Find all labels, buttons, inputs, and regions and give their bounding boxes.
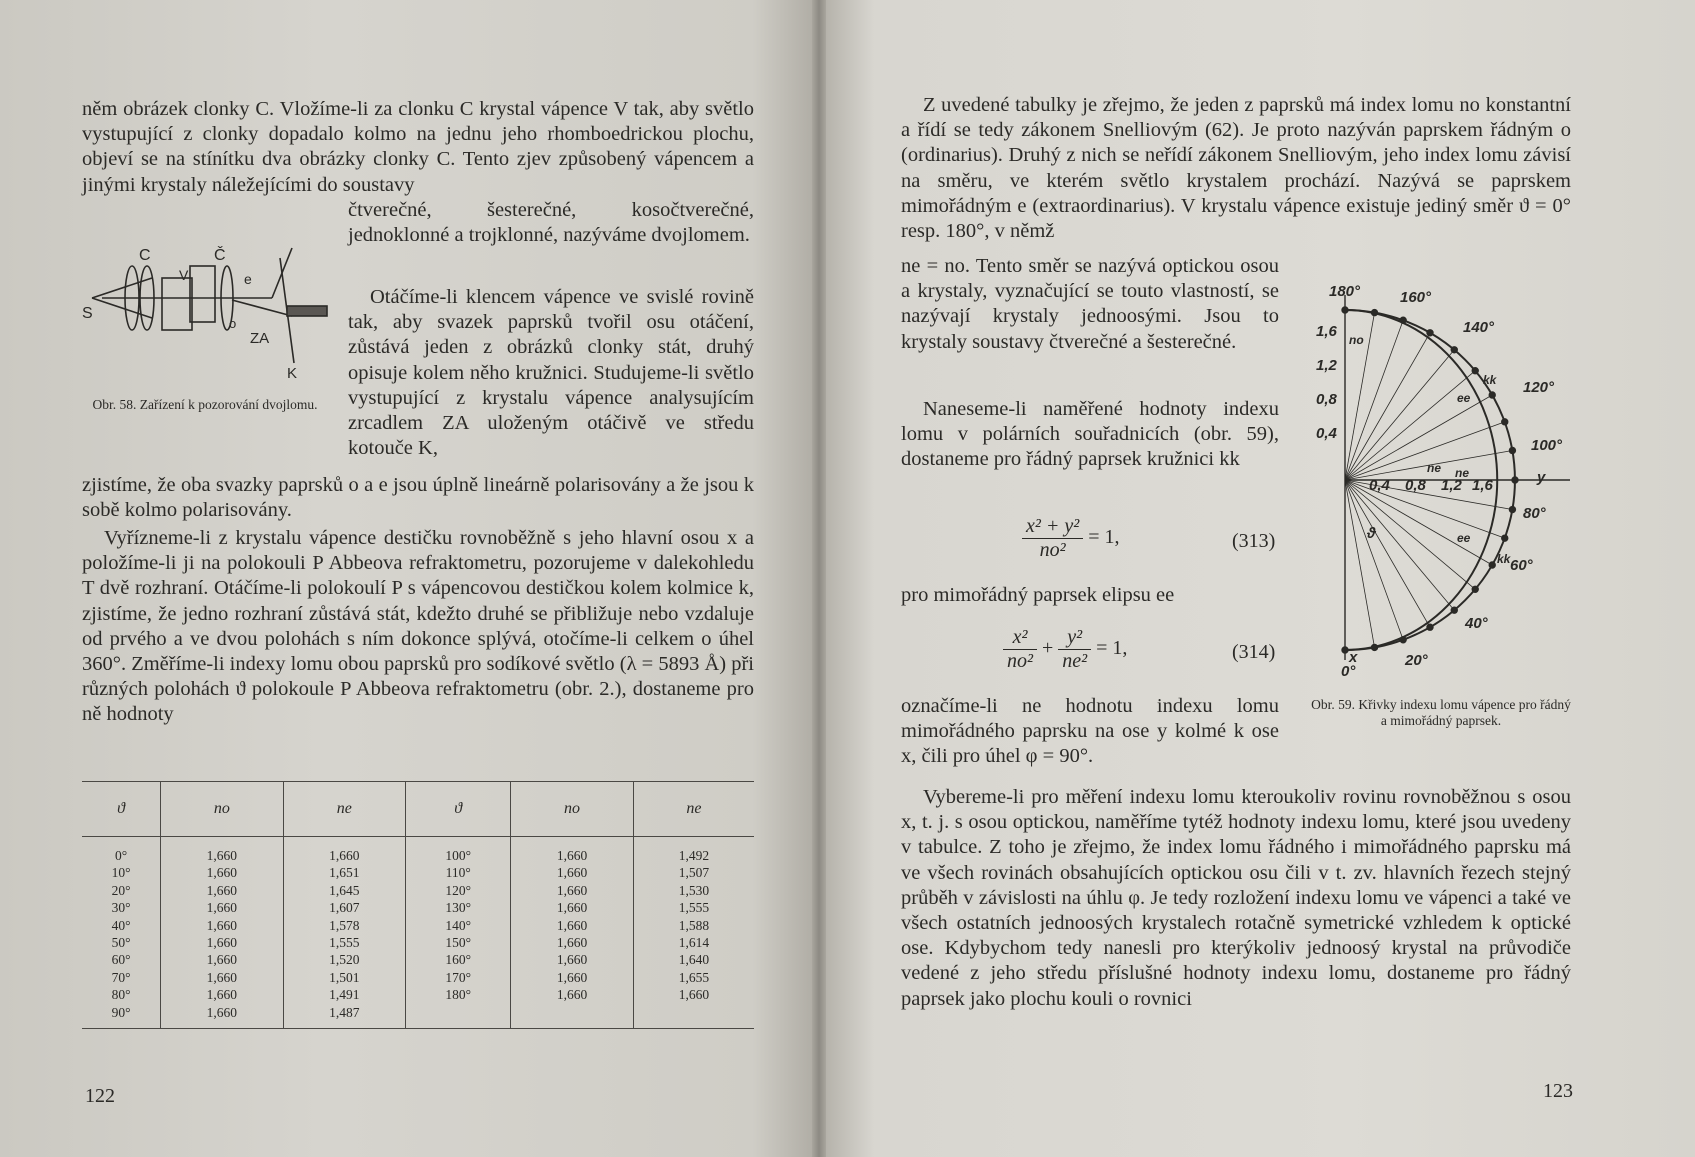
table-cell: 1,660 bbox=[206, 900, 238, 916]
fig59-ray-marker bbox=[1427, 624, 1433, 630]
table-cell: 1,614 bbox=[678, 935, 710, 951]
table-cell: 1,660 bbox=[329, 848, 360, 863]
table-cell: 130° bbox=[445, 900, 471, 916]
table-cell: 1,607 bbox=[329, 900, 360, 916]
equation-314-number: (314) bbox=[1232, 641, 1276, 663]
right-text-between-text: pro mimořádný paprsek elipsu ee bbox=[901, 584, 1175, 606]
fig59-ray-marker bbox=[1489, 562, 1495, 568]
table-cell: 1,660 bbox=[556, 900, 588, 916]
right-paragraph-1-cont-text: ne = no. Tento směr se nazývá optickou osou a krystaly, vyznačující se touto vlastností, se nazývají krystaly jednoosými. Jsou to krystaly soustavy čtverečné a šesterečné. bbox=[901, 255, 1279, 353]
right-paragraph-4-text: Vybereme-li pro měření indexu lomu kteroukoliv rovinu rovnoběžnou s osou x, t. j. s osou optickou, naměříme tytéž hodnoty indexu lomu, které jsou uvedeny v tabulce. Z toho je zřejmo, že index lomu řádného i mimořádného paprsku má ve všech rovinách obsahujících optickou osu čili v t. zv. hlavních řezech stejný průběh v závislosti na úhlu φ. Je tedy rozložení indexu lomu ve vápenci a také ve všech ostatních jednoosých krystalech rotačně symetrické vzhledem k optické ose. Kdybychom tedy nanesli pro kterýkoliv jednoosý krystal na průvodiče vedené z jeho středu příslušné hodnoty indexu lomu, dostaneme pro řádný paprsek jako plochu kouli o rovnici bbox=[901, 786, 1571, 1010]
fig58-label-c-hacek: Č bbox=[214, 247, 226, 264]
left-paragraph-1 bbox=[82, 97, 754, 198]
fig58-label-s: S bbox=[82, 305, 93, 322]
fig59-radial-tick-08: 0,8 bbox=[1316, 391, 1337, 408]
fig58-label-za: ZA bbox=[250, 330, 270, 347]
table-row bbox=[82, 837, 754, 1029]
table-cell: 1,660 bbox=[206, 987, 238, 1003]
fig59-curve-kk-bottom: kk bbox=[1497, 552, 1511, 566]
table-cell: 1,651 bbox=[329, 865, 360, 881]
fig59-angle-20: 20° bbox=[1405, 652, 1428, 669]
table-col-ne-2 bbox=[633, 837, 754, 1029]
table-col-no-2 bbox=[511, 837, 634, 1029]
table-cell: 160° bbox=[445, 952, 471, 968]
table-col-no-1 bbox=[161, 837, 284, 1029]
fig59-curve-no: no bbox=[1349, 333, 1364, 347]
fig59-ray-marker bbox=[1427, 330, 1433, 336]
table-cell: 1,660 bbox=[206, 865, 238, 881]
eq313-rhs: = 1, bbox=[1088, 526, 1120, 549]
table-cell: 120° bbox=[445, 882, 471, 898]
fig59-ray-marker bbox=[1489, 392, 1495, 398]
table-cell: 10° bbox=[111, 865, 131, 881]
left-paragraph-2-cont bbox=[82, 473, 754, 523]
eq314-b-numerator: y² bbox=[1058, 626, 1091, 650]
figure-58-diagram bbox=[82, 238, 332, 388]
right-paragraph-1 bbox=[901, 93, 1571, 244]
table-cell: 60° bbox=[111, 952, 131, 968]
fig58-label-c: C bbox=[139, 247, 151, 264]
table-cell: 100° bbox=[445, 848, 471, 863]
fig59-ray-marker bbox=[1509, 447, 1515, 453]
table-cell: 1,660 bbox=[556, 987, 588, 1003]
eq314-plus: + bbox=[1042, 637, 1054, 660]
left-paragraph-2-text: Otáčíme-li klencem vápence ve svislé rovině tak, aby svazek paprsků tvořil osu otáčení, zůstává jeden z obrázků clonky stát, druhý opisuje kolem něho kružnici. Studujeme-li světlo vystupující z krystalu vápence analysujícím zrcadlem ZA uloženým otáčivě ve středu kotouče K, bbox=[348, 286, 754, 460]
right-paragraph-2 bbox=[901, 397, 1279, 473]
table-cell: 1,660 bbox=[556, 848, 588, 863]
fig59-ray-marker bbox=[1472, 368, 1478, 374]
fig59-x-tick-04: 0,4 bbox=[1369, 477, 1390, 494]
left-paragraph-2 bbox=[348, 285, 754, 461]
table-cell: 1,555 bbox=[678, 900, 710, 916]
equation-313 bbox=[1022, 515, 1120, 562]
right-page-number: 123 bbox=[1543, 1080, 1573, 1102]
table-cell: 1,660 bbox=[206, 952, 238, 968]
table-cell: 1,660 bbox=[206, 935, 238, 951]
fig59-ray-marker bbox=[1512, 477, 1518, 483]
right-paragraph-1-text: Z uvedené tabulky je zřejmo, že jeden z paprsků má index lomu no konstantní a řídí se tedy zákonem Snelliovým (62). Je proto nazýván paprskem řádným o (ordinarius). Druhý z nich se neřídí zákonem Snelliovým, jeho index lomu závisí na směru, ve kterém světlo krystalem prochází. Nazývá se paprskem mimořádným e (extraordinarius). V krystalu vápence existuje jediný směr ϑ = 0° resp. 180°, v němž bbox=[901, 94, 1571, 243]
table-cell: 90° bbox=[111, 1004, 131, 1020]
fig59-x-tick-12: 1,2 bbox=[1441, 477, 1462, 494]
fig59-curve-ee-bottom: ee bbox=[1457, 531, 1471, 545]
fig59-ray-marker bbox=[1502, 419, 1508, 425]
left-paragraph-3 bbox=[82, 526, 754, 728]
table-cell: 1,655 bbox=[678, 969, 710, 985]
fig58-label-o: o bbox=[229, 316, 237, 331]
table-cell: 1,660 bbox=[678, 987, 710, 1003]
table-cell: 170° bbox=[445, 969, 471, 985]
table-cell: 1,660 bbox=[206, 969, 238, 985]
table-cell: 1,660 bbox=[556, 865, 588, 881]
fig59-ray-marker bbox=[1451, 607, 1457, 613]
table-header-theta-1: ϑ bbox=[82, 782, 161, 837]
fig59-radial-tick-04: 0,4 bbox=[1316, 425, 1337, 442]
fig59-ray-marker bbox=[1472, 586, 1478, 592]
fig59-ray-marker bbox=[1451, 347, 1457, 353]
table-cell: 1,555 bbox=[329, 935, 360, 951]
fig59-radial-tick-16: 1,6 bbox=[1316, 323, 1337, 340]
table-col-ne-1 bbox=[283, 837, 406, 1029]
table-cell: 0° bbox=[114, 848, 128, 863]
left-paragraph-1-cont-text: čtverečné, šesterečné, kosočtverečné, jednoklonné a trojklonné, nazýváme dvojlomem. bbox=[348, 199, 754, 247]
fig59-angle-140: 140° bbox=[1463, 319, 1495, 336]
eq314-a-denominator: no² bbox=[1007, 650, 1033, 672]
fig59-ray-marker bbox=[1509, 507, 1515, 513]
fig59-angle-80: 80° bbox=[1523, 505, 1546, 522]
right-paragraph-3 bbox=[901, 694, 1279, 770]
fig59-ray-marker bbox=[1502, 535, 1508, 541]
eq314-a-numerator: x² bbox=[1003, 626, 1037, 650]
fig59-ray-marker bbox=[1372, 644, 1378, 650]
table-cell: 1,491 bbox=[329, 987, 360, 1003]
table-cell: 70° bbox=[111, 969, 131, 985]
fig59-x-tick-16: 1,6 bbox=[1472, 477, 1493, 494]
fig59-axis-x: x bbox=[1349, 649, 1358, 666]
equation-314 bbox=[1003, 626, 1127, 673]
figure-59-polar-plot bbox=[1305, 280, 1575, 690]
fig58-label-e: e bbox=[244, 271, 252, 287]
table-cell: 1,501 bbox=[329, 969, 360, 985]
eq314-b-denominator: ne² bbox=[1062, 650, 1088, 672]
right-paragraph-1-cont bbox=[901, 254, 1279, 355]
table-cell: 1,660 bbox=[206, 1004, 238, 1020]
table-cell: 1,660 bbox=[206, 848, 238, 863]
table-cell: 140° bbox=[445, 917, 471, 933]
eq314-fraction-b bbox=[1058, 626, 1091, 673]
right-paragraph-4 bbox=[901, 785, 1571, 1012]
right-text-between bbox=[901, 583, 1279, 608]
fig58-label-k: K bbox=[287, 365, 298, 382]
table-cell: 1,588 bbox=[678, 917, 710, 933]
table-cell: 1,487 bbox=[329, 1004, 360, 1020]
book-gutter bbox=[812, 0, 826, 1157]
table-cell: 180° bbox=[445, 987, 471, 1003]
left-paragraph-1-text: něm obrázek clonky C. Vložíme-li za clonku C krystal vápence V tak, aby světlo vystupující z clonky dopadalo kolmo na jednu jeho rhomboedrickou plochu, objeví se na stínítku dva obrázky clonky C. Tento zjev způsobený vápencem a jinými krystaly náležejícími do soustavy bbox=[82, 98, 754, 196]
table-cell: 30° bbox=[111, 900, 131, 916]
eq313-numerator: x² + y² bbox=[1022, 515, 1083, 539]
table-header-ne-2: ne bbox=[633, 782, 754, 837]
table-col-theta-1 bbox=[82, 837, 161, 1029]
right-paragraph-2-text: Naneseme-li naměřené hodnoty indexu lomu v polárních souřadnicích (obr. 59), dostaneme pro řádný paprsek kružnici kk bbox=[901, 398, 1279, 471]
fig59-radial-tick-12: 1,2 bbox=[1316, 357, 1337, 374]
table-cell: 1,660 bbox=[206, 882, 238, 898]
figure-59-caption: Obr. 59. Křivky indexu lomu vápence pro řádný a mimořádný paprsek. bbox=[1311, 697, 1571, 728]
table-cell: 80° bbox=[111, 987, 131, 1003]
fig59-angle-180: 180° bbox=[1329, 283, 1361, 300]
table-header-ne-1: ne bbox=[283, 782, 406, 837]
eq313-fraction bbox=[1022, 515, 1083, 562]
fig59-curve-ee-top: ee bbox=[1457, 391, 1471, 405]
fig59-angle-160: 160° bbox=[1400, 289, 1432, 306]
fig59-ray-marker bbox=[1400, 637, 1406, 643]
table-col-theta-2 bbox=[406, 837, 511, 1029]
table-header-no-2: no bbox=[511, 782, 634, 837]
fig59-curve-ne-2: ne bbox=[1427, 461, 1442, 475]
table-cell: 1,492 bbox=[678, 848, 710, 863]
fig59-curve-ne: ne bbox=[1455, 466, 1470, 480]
table-cell: 1,507 bbox=[678, 865, 710, 881]
fig59-curve-kk-top: kk bbox=[1483, 373, 1497, 387]
table-cell: 1,645 bbox=[329, 882, 360, 898]
table-cell: 1,640 bbox=[678, 952, 710, 968]
table-cell: 1,660 bbox=[556, 969, 588, 985]
fig59-ray-marker bbox=[1400, 317, 1406, 323]
fig59-x-tick-08: 0,8 bbox=[1405, 477, 1426, 494]
fig59-ray-marker bbox=[1342, 647, 1348, 653]
left-paragraph-1-cont bbox=[348, 198, 754, 248]
table-cell: 1,660 bbox=[556, 917, 588, 933]
table-cell: 40° bbox=[111, 917, 131, 933]
fig59-axis-theta: ϑ bbox=[1367, 525, 1376, 542]
table-cell: 1,530 bbox=[678, 882, 710, 898]
left-page-number: 122 bbox=[85, 1085, 115, 1107]
fig59-angle-40: 40° bbox=[1465, 615, 1488, 632]
table-cell: 50° bbox=[111, 935, 131, 951]
left-paragraph-3-text: Vyřízneme-li z krystalu vápence destičku rovnoběžně s jeho hlavní osou x a položíme-li ji na polokouli P Abbeova refraktometru, pozorujeme v dalekohledu T dvě rozhraní. Otáčíme-li polokoulí P s vápencovou destičkou kolem kolmice k, zjistíme, že jedno rozhraní zůstává stát, kdežto druhé se přibližuje nebo vzdaluje od prvého a ve dvou polohách s ním dokonce splývá, otočíme-li celkem o úhel 360°. Změříme-li indexy lomu obou paprsků pro sodíkové světlo (λ = 5893 Å) při různých polohách ϑ polokoule P Abbeova refraktometru (obr. 2.), dostaneme pro ně hodnoty bbox=[82, 527, 754, 726]
fig59-angle-0: 0° bbox=[1341, 663, 1356, 680]
fig59-axis-y: y bbox=[1537, 469, 1546, 486]
table-cell: 1,578 bbox=[329, 917, 360, 933]
table-header-theta-2: ϑ bbox=[406, 782, 511, 837]
fig59-angle-100: 100° bbox=[1531, 437, 1563, 454]
fig58-label-v: V bbox=[179, 267, 189, 283]
refractive-index-table bbox=[82, 781, 754, 1029]
table-cell: 1,520 bbox=[329, 952, 360, 968]
equation-313-number: (313) bbox=[1232, 530, 1276, 552]
table-cell: 1,660 bbox=[556, 952, 588, 968]
table-cell: 20° bbox=[111, 882, 131, 898]
table-cell: 1,660 bbox=[206, 917, 238, 933]
table-cell: 1,660 bbox=[556, 935, 588, 951]
figure-58-caption: Obr. 58. Zařízení k pozorování dvojlomu. bbox=[92, 397, 318, 412]
table-cell: 1,660 bbox=[556, 882, 588, 898]
fig59-ray-marker bbox=[1372, 310, 1378, 316]
eq314-rhs: = 1, bbox=[1096, 637, 1128, 660]
table-cell: 150° bbox=[445, 935, 471, 951]
eq313-denominator: no² bbox=[1039, 539, 1066, 561]
fig59-ray-marker bbox=[1342, 307, 1348, 313]
left-paragraph-2-cont-text: zjistíme, že oba svazky paprsků o a e jsou úplně lineárně polarisovány a že jsou k sobě kolmo polarisovány. bbox=[82, 474, 754, 522]
table-cell: 110° bbox=[445, 865, 471, 881]
table-header-no-1: no bbox=[161, 782, 284, 837]
fig59-angle-120: 120° bbox=[1523, 379, 1555, 396]
eq314-fraction-a bbox=[1003, 626, 1037, 673]
fig59-angle-60: 60° bbox=[1510, 557, 1533, 574]
right-paragraph-3-text: označíme-li ne hodnotu indexu lomu mimořádného paprsku na ose y kolmé k ose x, čili pro úhel φ = 90°. bbox=[901, 695, 1279, 768]
